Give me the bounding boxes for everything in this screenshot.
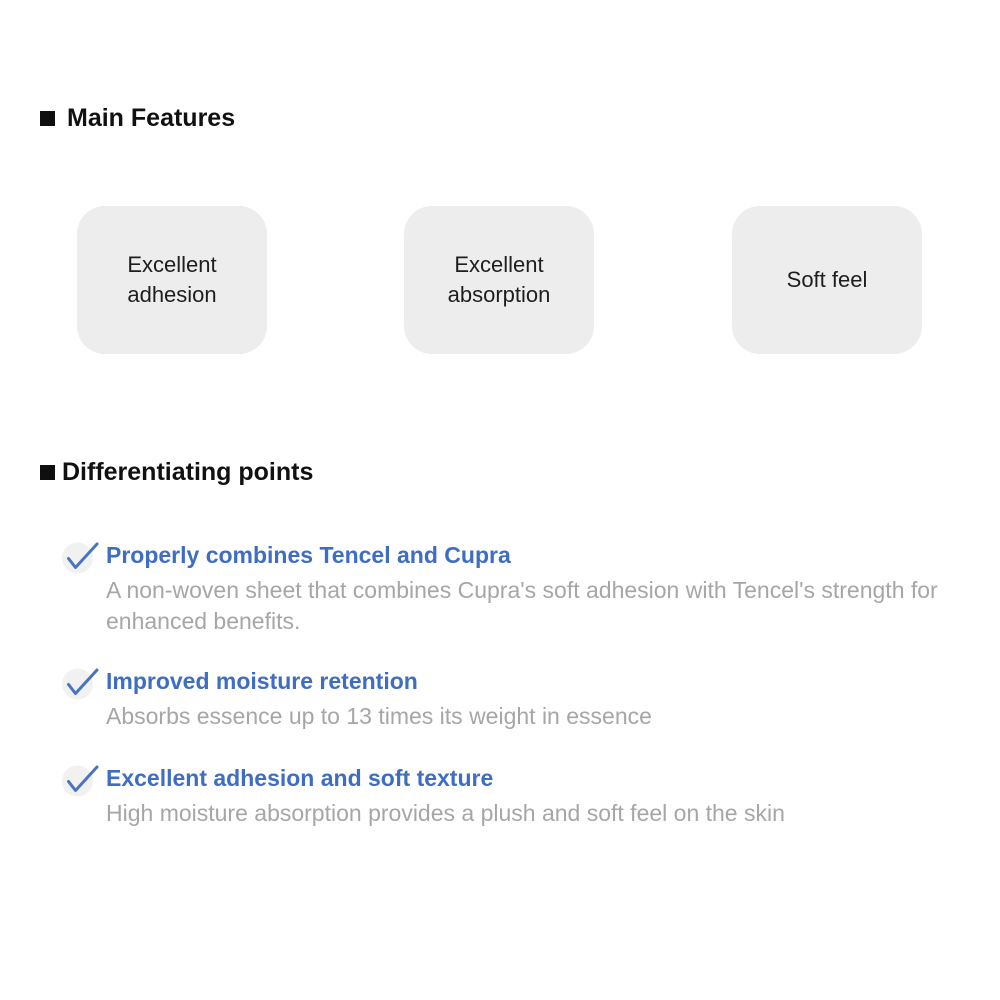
main-features-title: Main Features: [67, 104, 236, 132]
check-icon: [62, 667, 106, 705]
feature-card-label: Excellent adhesion: [127, 252, 217, 307]
point-heading: Improved moisture retention: [106, 668, 418, 694]
point-body: [106, 667, 652, 732]
point-description: A non-woven sheet that combines Cupra's soft adhesion with Tencel's strength for enhanced benefits.: [106, 577, 938, 634]
point-description: High moisture absorption provides a plush and soft feel on the skin: [106, 800, 785, 826]
point-item: [62, 667, 652, 732]
feature-cards-row: [77, 206, 918, 354]
point-body: [106, 541, 964, 637]
feature-card-label: Soft feel: [786, 267, 868, 292]
point-description: Absorbs essence up to 13 times its weight in essence: [106, 703, 652, 729]
feature-card-adhesion: [77, 206, 267, 354]
check-icon: [62, 541, 106, 579]
point-heading: Excellent adhesion and soft texture: [106, 765, 494, 791]
point-item: [62, 764, 785, 829]
check-icon: [62, 764, 106, 802]
square-bullet-icon: [40, 465, 55, 480]
point-body: [106, 764, 785, 829]
point-heading: Properly combines Tencel and Cupra: [106, 542, 511, 568]
feature-card-soft-feel: [732, 206, 922, 354]
main-features-header: [40, 104, 235, 132]
differentiating-points-title: Differentiating points: [62, 458, 314, 486]
point-item: [62, 541, 964, 637]
square-bullet-icon: [40, 111, 55, 126]
feature-card-absorption: [404, 206, 594, 354]
feature-card-label: Excellent absorption: [447, 252, 551, 307]
differentiating-points-header: [40, 458, 313, 486]
